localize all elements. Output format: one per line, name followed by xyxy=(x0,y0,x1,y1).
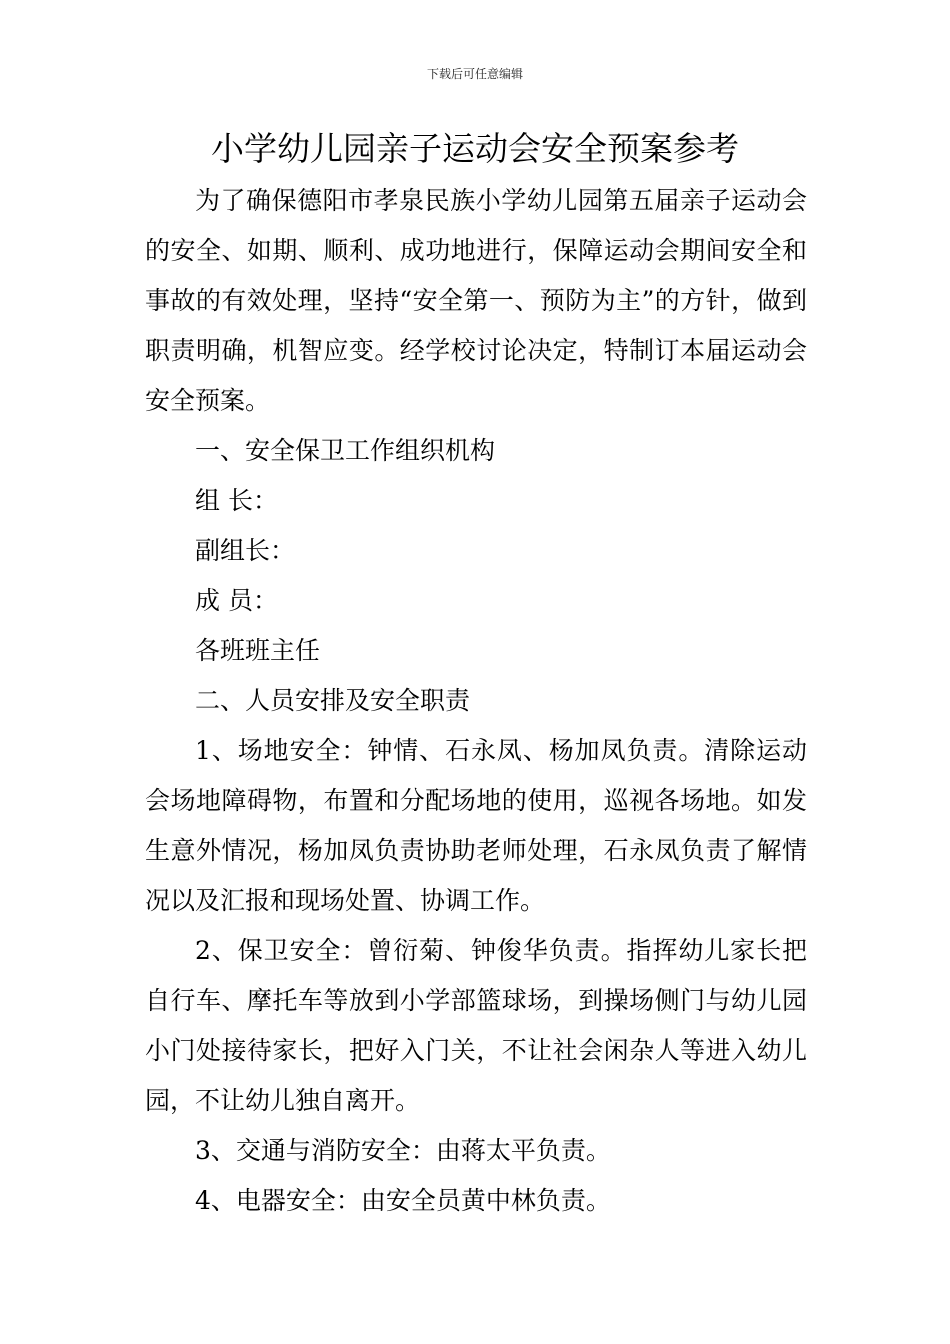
role-leader: 组 长： xyxy=(195,486,278,515)
header-note: 下载后可任意编辑 xyxy=(426,67,523,81)
duty-venue-safety: 1、场地安全：钟情、石永凤、杨加凤负责。清除运动会场地障碍物，布置和分配场地的使用，巡视各场地。如发生意外情况，杨加凤负责协助老师处理，石永凤负责了解情况以及汇报和现场处置、协调工作。 xyxy=(145,736,807,915)
section-heading-organization: 一、安全保卫工作组织机构 xyxy=(195,436,496,465)
duty-traffic-fire: 3、交通与消防安全：由蒋太平负责。 xyxy=(195,1136,611,1165)
section-heading-duties: 二、人员安排及安全职责 xyxy=(195,686,471,715)
document-title: 小学幼儿园亲子运动会安全预案参考 xyxy=(211,129,739,168)
members-list: 各班班主任 xyxy=(195,636,321,665)
document-body xyxy=(145,176,807,1226)
role-members: 成 员： xyxy=(195,586,278,615)
duty-security: 2、保卫安全：曾衍菊、钟俊华负责。指挥幼儿家长把自行车、摩托车等放到小学部篮球场，到操场侧门与幼儿园小门处接待家长，把好入门关，不让社会闲杂人等进入幼儿园，不让幼儿独自离开。 xyxy=(145,936,807,1115)
role-deputy-leader: 副组长： xyxy=(195,536,296,565)
duty-electrical: 4、电器安全：由安全员黄中林负责。 xyxy=(195,1186,611,1215)
intro-paragraph: 为了确保德阳市孝泉民族小学幼儿园第五届亲子运动会的安全、如期、顺利、成功地进行，保障运动会期间安全和事故的有效处理，坚持“安全第一、预防为主”的方针，做到职责明确，机智应变。经学校讨论决定，特制订本届运动会安全预案。 xyxy=(145,186,807,415)
